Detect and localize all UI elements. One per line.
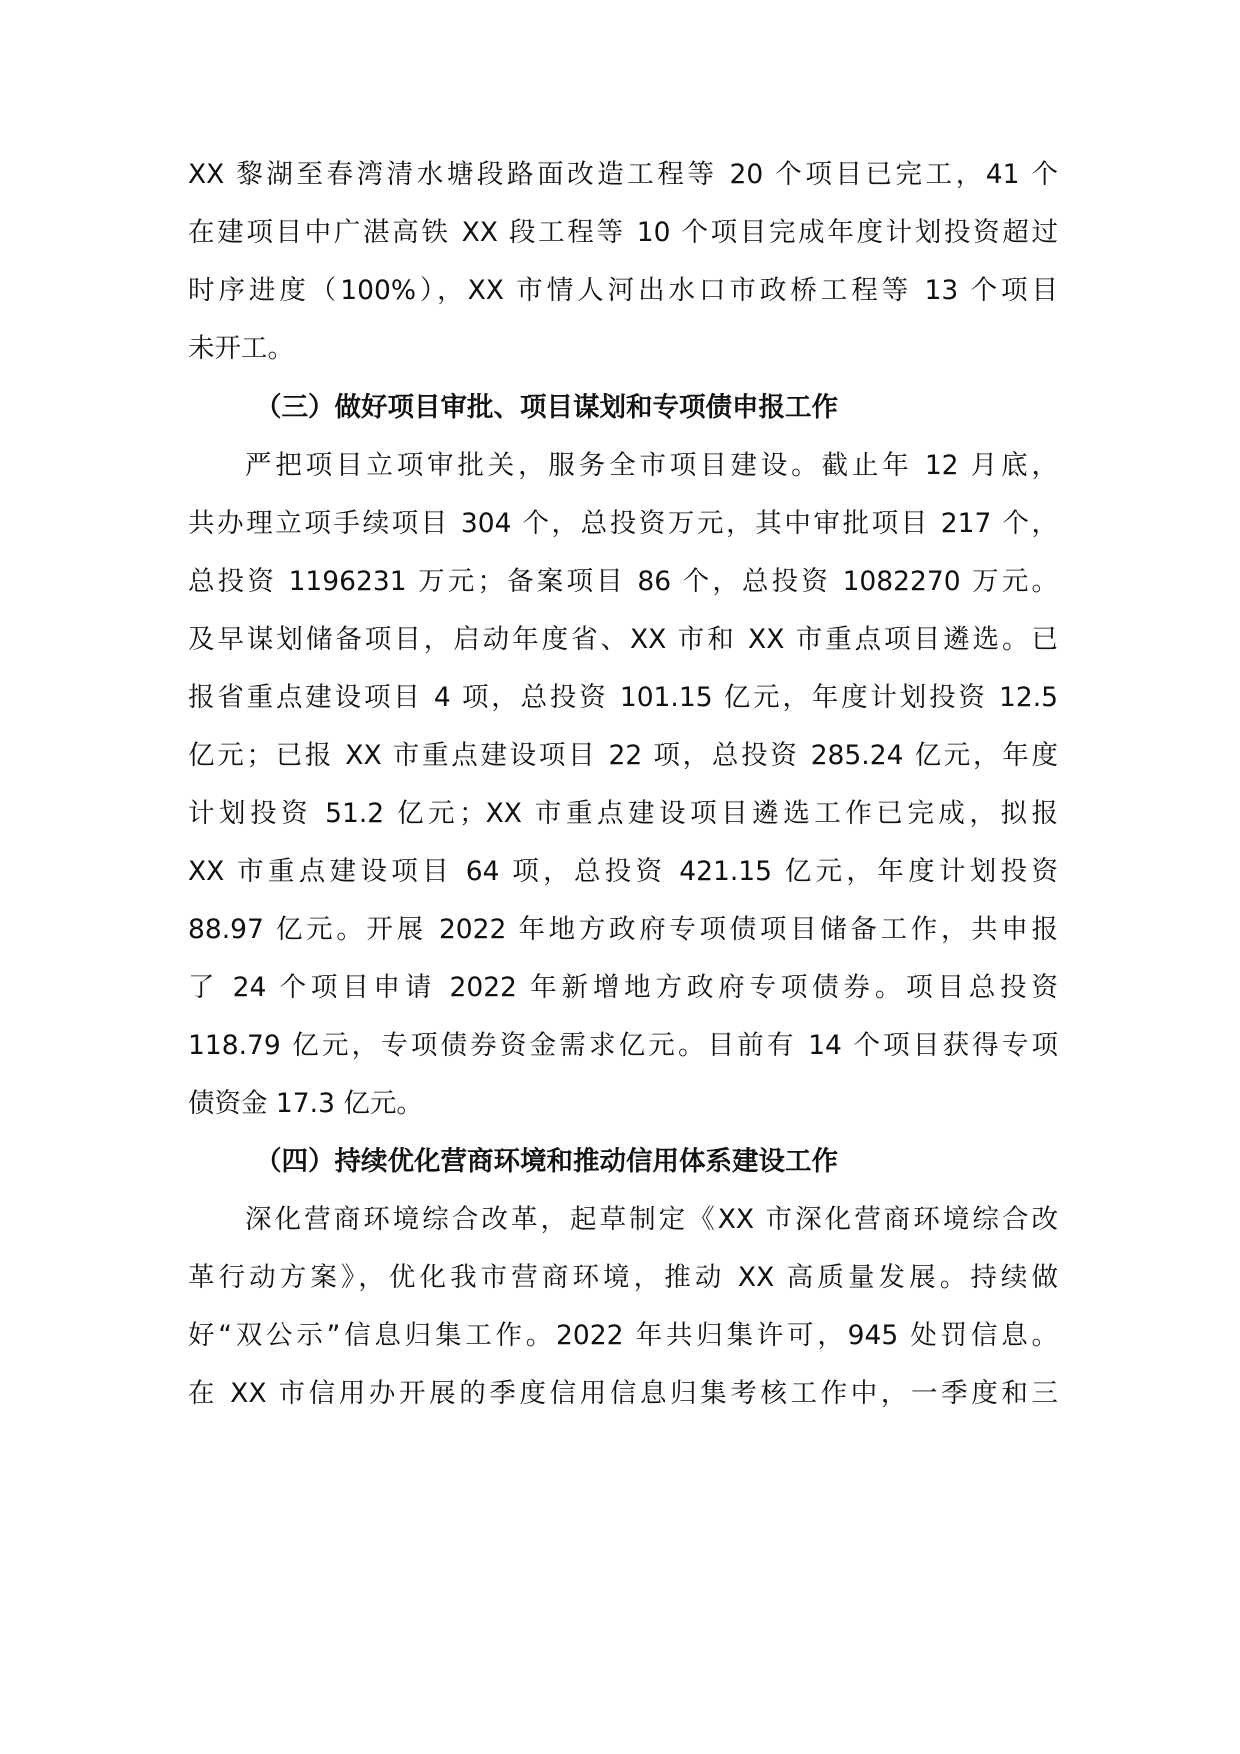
section-heading: （四）持续优化营商环境和推动信用体系建设工作 [255, 1146, 838, 1177]
text-line: 严把项目立项审批关，服务全市项目建设。截止年 12 月底， [245, 450, 1058, 481]
text-line: XX 市重点建设项目 64 项，总投资 421.15 亿元，年度计划投资 [188, 856, 1058, 887]
text-line: 118.79 亿元，专项债券资金需求亿元。目前有 14 个项目获得专项 [188, 1030, 1058, 1061]
text-line: 债资金 17.3 亿元。 [188, 1088, 423, 1119]
text-line: 未开工。 [188, 333, 294, 364]
text-line: 在建项目中广湛高铁 XX 段工程等 10 个项目完成年度计划投资超过 [188, 217, 1058, 248]
text-line: 88.97 亿元。开展 2022 年地方政府专项债项目储备工作，共申报 [188, 914, 1058, 945]
text-line: 计划投资 51.2 亿元；XX 市重点建设项目遴选工作已完成，拟报 [188, 798, 1058, 829]
text-line: 报省重点建设项目 4 项，总投资 101.15 亿元，年度计划投资 12.5 [188, 682, 1058, 713]
text-line: 总投资 1196231 万元；备案项目 86 个，总投资 1082270 万元。 [188, 566, 1058, 597]
text-line: 时序进度（100%），XX 市情人河出水口市政桥工程等 13 个项目 [188, 275, 1058, 306]
text-line: 革行动方案》，优化我市营商环境，推动 XX 高质量发展。持续做 [188, 1262, 1058, 1293]
text-line: 了 24 个项目申请 2022 年新增地方政府专项债券。项目总投资 [188, 972, 1058, 1003]
text-line: XX 黎湖至春湾清水塘段路面改造工程等 20 个项目已完工，41 个 [188, 159, 1058, 190]
text-line: 深化营商环境综合改革，起草制定《XX 市深化营商环境综合改 [245, 1204, 1058, 1235]
text-line: 共办理立项手续项目 304 个，总投资万元，其中审批项目 217 个， [188, 508, 1058, 539]
text-line: 好“双公示”信息归集工作。2022 年共归集许可，945 处罚信息。 [188, 1320, 1058, 1351]
section-heading: （三）做好项目审批、项目谋划和专项债申报工作 [255, 392, 838, 423]
text-line: 亿元；已报 XX 市重点建设项目 22 项，总投资 285.24 亿元，年度 [188, 740, 1058, 771]
text-line: 及早谋划储备项目，启动年度省、XX 市和 XX 市重点项目遴选。已 [188, 624, 1058, 655]
text-line: 在 XX 市信用办开展的季度信用信息归集考核工作中，一季度和三 [188, 1378, 1058, 1409]
